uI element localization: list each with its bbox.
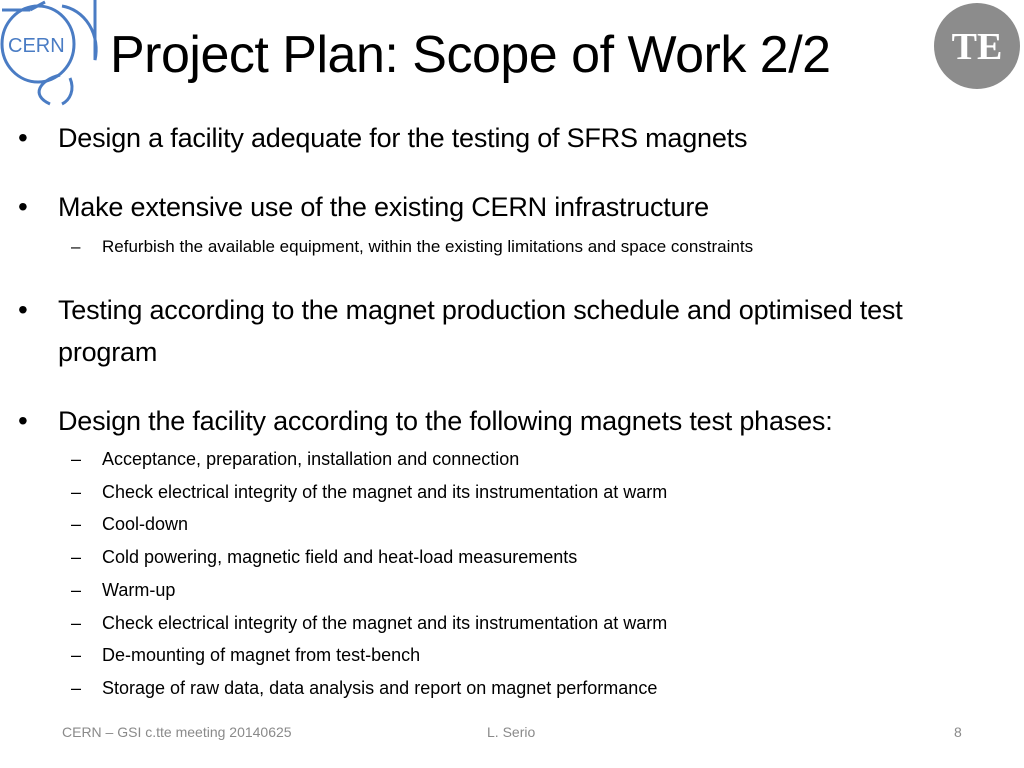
bullet-marker: • xyxy=(18,191,28,222)
sub-bullet-item xyxy=(0,444,1024,474)
sub-bullet-item xyxy=(0,640,1024,670)
sub-bullet-text: Check electrical integrity of the magnet and its instrumentation at warm xyxy=(102,481,668,502)
footer-author: L. Serio xyxy=(487,724,536,740)
sub-bullet-marker: – xyxy=(71,645,82,666)
te-logo xyxy=(934,3,1020,89)
sub-bullet-marker: – xyxy=(71,547,82,568)
sub-bullet-marker: – xyxy=(71,449,82,469)
footer-event: CERN – GSI c.tte meeting 20140625 xyxy=(62,724,292,740)
sub-bullet-item xyxy=(0,542,1024,572)
cern-logo xyxy=(0,0,100,106)
sub-bullet-marker: – xyxy=(71,481,82,502)
sub-bullet-item xyxy=(0,673,1024,703)
sub-bullet-text: De-mounting of magnet from test-bench xyxy=(102,645,421,666)
sub-bullet-item xyxy=(0,575,1024,605)
sub-bullet-text: Refurbish the available equipment, within the existing limitations and space constraints xyxy=(102,237,754,256)
sub-bullet-text: Cold powering, magnetic field and heat-load measurements xyxy=(102,547,578,568)
sub-bullet-item xyxy=(0,608,1024,638)
sub-bullet-marker: – xyxy=(71,612,82,633)
sub-bullet-text: Storage of raw data, data analysis and report on magnet performance xyxy=(102,677,658,698)
sub-bullet-marker: – xyxy=(71,677,82,698)
sub-bullet-text: Cool-down xyxy=(102,514,189,535)
bullet-text: Make extensive use of the existing CERN infrastructure xyxy=(58,192,709,222)
slide-title: Project Plan: Scope of Work 2/2 xyxy=(110,26,831,84)
bullet-marker: • xyxy=(18,405,28,436)
sub-bullet-text: Acceptance, preparation, installation and connection xyxy=(102,449,520,469)
bullet-text: Design the facility according to the following magnets test phases: xyxy=(58,406,833,436)
svg-text:TE: TE xyxy=(951,26,1003,68)
bullet-text: Design a facility adequate for the testing of SFRS magnets xyxy=(58,123,748,153)
sub-bullet-item xyxy=(0,477,1024,507)
sub-bullet-marker: – xyxy=(71,579,82,600)
svg-text:CERN: CERN xyxy=(8,35,65,57)
sub-bullet-text: Warm-up xyxy=(102,579,176,600)
page-number: 8 xyxy=(954,724,962,740)
sub-bullet-item xyxy=(0,232,1024,262)
sub-bullet-text: Check electrical integrity of the magnet and its instrumentation at warm xyxy=(102,612,668,633)
sub-bullet-item xyxy=(0,509,1024,539)
sub-bullet-marker: – xyxy=(71,514,82,535)
bullet-text: Testing according to the magnet production schedule and optimised test program xyxy=(58,295,903,367)
bullet-marker: • xyxy=(18,122,28,153)
bullet-marker: • xyxy=(18,294,28,325)
sub-bullet-marker: – xyxy=(71,237,81,256)
